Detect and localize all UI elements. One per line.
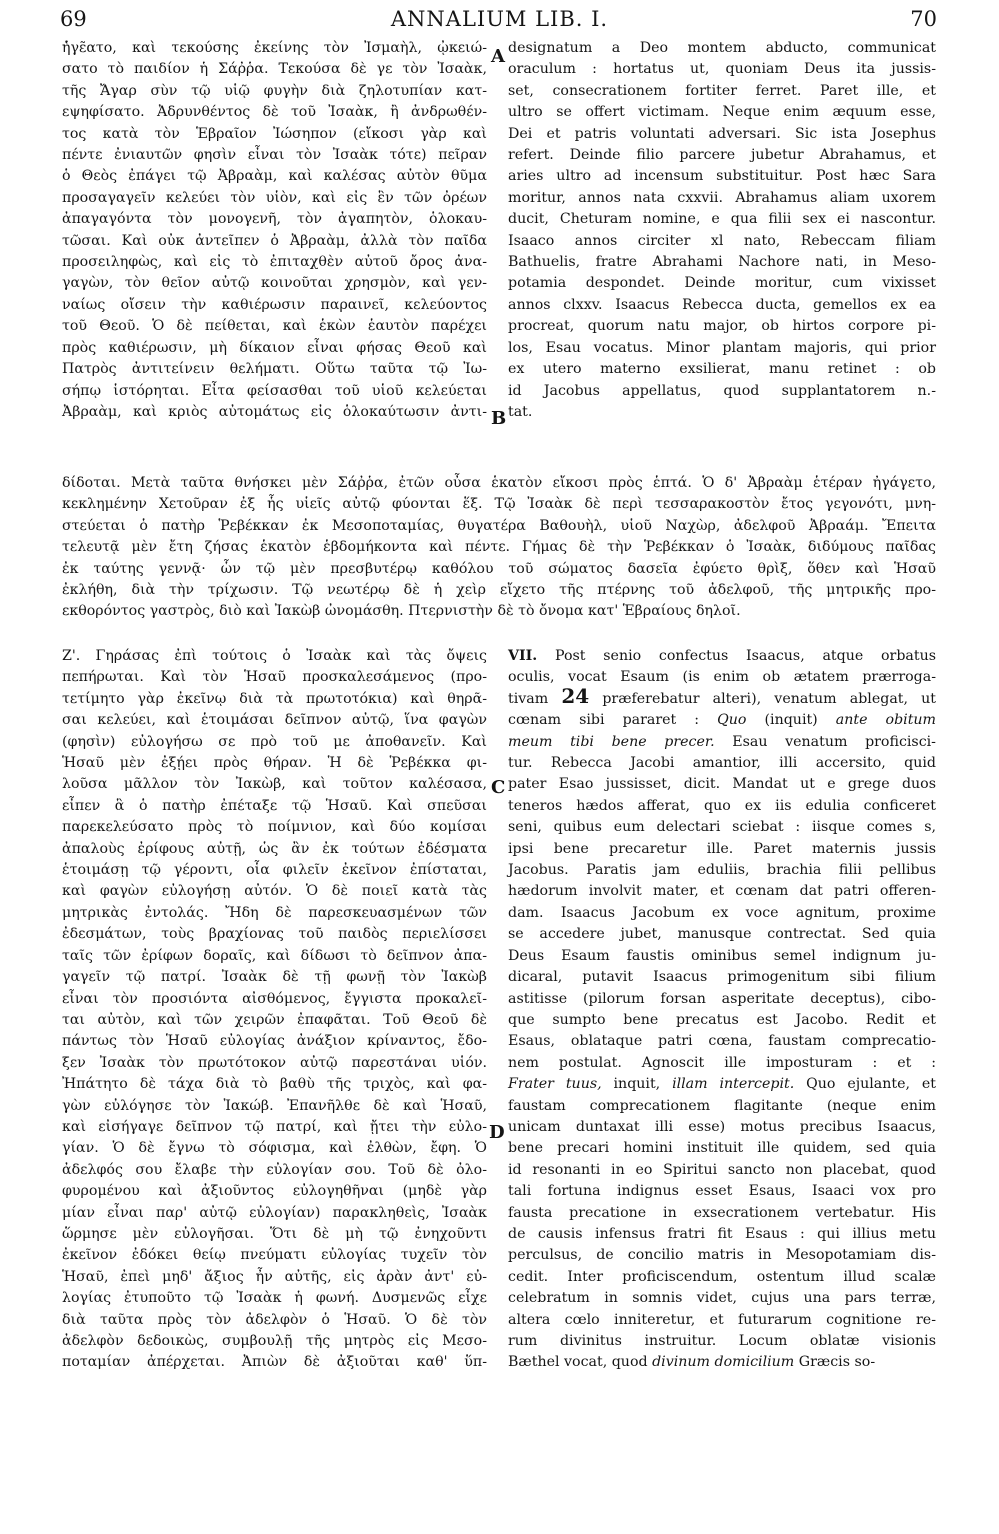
greek-line: Ἡσαῦ, ἐπεὶ μηδ' ἄξιος ἦν αὐτῆς, εἰς ἀρὰν ἀντ' εὐ-	[62, 1268, 487, 1285]
latin-line: Jacobus. Paratis jam eduliis, brachia filii pellibus	[508, 862, 936, 879]
greek-line: πρὸς καθιέρωσιν, μὴ δίκαιον εἶναι φήσας Θεοῦ καὶ	[62, 339, 487, 356]
greek-line: τος κατὰ τὸν Ἑβραῖον Ἰώσηπον (εἴκοσι γὰρ καὶ	[62, 125, 487, 142]
greek-line: Ἠπάτητο δὲ τάχα διὰ τὸ βαθὺ τῆς τριχὸς, καὶ φα-	[62, 1076, 487, 1093]
greek-line: γίαν. Ὁ δὲ ἔγνω τὸ σόφισμα, καὶ ἐλθὼν, ἔφη. Ὁ	[62, 1140, 487, 1157]
greek-line: μητρικὰς ἐντολάς. Ἤδη δὲ παρεσκευασμένων τῶν	[62, 904, 487, 921]
greek-column-top	[62, 38, 487, 423]
latin-line: Esaus, oblataque patri cœna, faustam comprecatio-	[508, 1033, 936, 1050]
latin-line: potamia despondet. Deinde moritur, cum vixisset	[508, 275, 936, 292]
section-number: VII.	[508, 648, 538, 664]
latin-line: procreat, quorum natu major, ob hirtos corpore pi-	[508, 318, 936, 335]
latin-line: teneros hædos afferat, quo ex iis edulia conficeret	[508, 797, 936, 814]
greek-line: ἀπαγαγόντα τὸν μονογενῆ, τὸν ἀγαπητὸν, ὁλοκαυ-	[62, 211, 487, 228]
latin-line: id resonanti in eo Spiritui sancto non placebat, quod	[508, 1161, 936, 1178]
latin-line: faustam comprecationem flagitante (neque enim	[508, 1097, 936, 1114]
latin-line: altera cœlo inniteretur, et futurarum cognitione re-	[508, 1311, 936, 1328]
margin-letter-c: C	[491, 777, 506, 798]
latin-line: celebratum in somnis videt, cujus una pars terræ,	[508, 1290, 936, 1307]
latin-line: seni, quibus eum delectari sciebat : iisque comes s,	[508, 819, 936, 836]
greek-line: εἶπεν ἃ ὁ πατὴρ ἐπέταξε τῷ Ἡσαῦ. Καὶ σπεῦσαι	[62, 797, 487, 814]
greek-line: λογίας ἐτυποῦτο τῷ Ἰσαὰκ ἡ φωνή. Δυσμενῶς εἶχε	[62, 1290, 487, 1307]
greek-line: ἀδελφός σου ἔλαβε τὴν εὐλογίαν σου. Τοῦ δὲ ὀλο-	[62, 1161, 487, 1178]
greek-line: τετίμητο γὰρ ἐκεῖνῳ διὰ τὰ πρωτοτόκια) καὶ θηρᾶ-	[62, 690, 487, 707]
latin-line: perculsus, de concilio matris in Mesopotamiam dis-	[508, 1247, 936, 1264]
greek-line: δίδοται. Μετὰ ταῦτα θνήσκει μὲν Σάῤῥα, ἐτῶν οὖσα ἑκατὸν εἴκοσι πρὸς ἑπτά. Ὁ δ' Ἀβραὰμ ἑτέραν ἠγάγετο,	[62, 475, 936, 491]
greek-line: εψηφίσατο. Ἀδρυνθέντος δὲ τοῦ Ἰσαὰκ, ἢ ἀνδρωθέν-	[62, 104, 487, 121]
latin-column-top	[508, 38, 936, 423]
latin-line: tivam 24 præferebatur alteri), venatum ablegat, ut	[508, 683, 936, 708]
page-number-left: 69	[60, 7, 87, 31]
latin-line: meum tibi bene precer. Esau venatum proficisci-	[508, 733, 936, 750]
greek-line: κεκλημένην Χετοῦραν ἐξ ἧς υἱεῖς αὐτῷ φύονται ἕξ. Τῷ Ἰσαὰκ δὲ περὶ τεσσαρακοστὸν ἔτος γεγονότι, μνη-	[62, 496, 936, 513]
latin-line: tat.	[508, 403, 533, 420]
latin-line: designatum a Deo montem abducto, communicat	[508, 40, 936, 56]
latin-line: moritur, annos nata cxxvii. Abrahamus aliam uxorem	[508, 189, 936, 206]
latin-line: los, Esau vocatus. Minor plantam majoris, qui prior	[508, 339, 936, 356]
greek-line: ἑτοιμάσῃ τῷ γέροντι, οἷα φιλεῖν ἐκεῖνον ἐπίσταται,	[62, 862, 487, 879]
greek-column-bottom	[62, 646, 487, 1374]
greek-line: ἐκλήθη, διὰ τὴν τρίχωσιν. Τῷ νεωτέρῳ δὲ ἡ χεὶρ εἴχετο τῆς πτέρνης τοῦ ἀδελφοῦ, τῆς μητρικῆς προ-	[62, 582, 936, 599]
latin-line: cœnam sibi pararet : Quo (inquit) ante obitum	[508, 712, 936, 729]
marginal-number: 24	[561, 683, 590, 708]
greek-line: πεπήρωται. Καὶ τὸν Ἡσαῦ προσκαλεσάμενος (προ-	[62, 669, 487, 686]
latin-line: set, consecrationem fortiter ferret. Paret ille, et	[508, 82, 936, 99]
margin-letter-b: B	[491, 408, 507, 429]
latin-line: ducit, Cheturam nomine, e qua filii sex ei nascontur.	[508, 211, 936, 228]
greek-line: εἶναι τὸν προσιόντα αἰσθόμενος, ἔγγιστα προκαλεῖ-	[62, 990, 487, 1007]
greek-line: ἀπαλοὺς ἐρίφους αὐτῇ, ὡς ἂν ἐκ τούτων ἐδέσματα	[62, 840, 487, 857]
latin-line: tur. Rebecca Jacobi amantior, illi accersito, quid	[508, 755, 936, 772]
greek-line: Ζ'. Γηράσας ἐπὶ τούτοις ὁ Ἰσαὰκ καὶ τὰς ὄψεις	[62, 648, 487, 664]
greek-line: γὼν εὐλόγησε τὸν Ἰακώβ. Ἐπανῆλθε δὲ καὶ Ἡσαῦ,	[62, 1097, 487, 1114]
latin-line: cedit. Inter proficiscendum, ostentum illud scalæ	[508, 1268, 936, 1285]
running-title: ANNALIUM LIB. I.	[390, 7, 609, 31]
latin-line: annos clxxv. Isaacus Rebecca ducta, gemellos ex ea	[508, 296, 936, 313]
latin-line: ex utero materno exsilierat, manu retinet : ob	[508, 361, 936, 378]
page-number-right: 70	[910, 7, 937, 31]
greek-line: παρεκελεύσατο πρὸς τὸ ποίμνιον, καὶ δύο κομίσαι	[62, 819, 487, 836]
greek-line: ναίως οἴσειν τὴν καθιέρωσιν παραινεῖ, κελεύοντος	[62, 296, 487, 313]
latin-line: Isaaco annos circiter xl nato, Rebeccam filiam	[508, 232, 936, 249]
latin-line: dam. Isaacus Jacobum ex voce agnitum, proxime	[508, 904, 936, 921]
latin-line: oraculum : hortatus ut, quoniam Deus ita jussis-	[508, 61, 936, 78]
greek-line: ταῖς τῶν ἐρίφων δοραῖς, καὶ δίδωσι τὸ δεῖπνον ἀπα-	[62, 947, 487, 964]
greek-line: ποταμίαν ἀπέρχεται. Ἀπιὼν δὲ ἀξιοῦται καθ' ὕπ-	[62, 1354, 487, 1371]
greek-line: Ἡσαῦ μὲν ἐξῄει πρὸς θήραν. Ἡ δὲ Ῥεβέκκα φι-	[62, 755, 487, 772]
greek-line: ὁ Θεὸς ἐπάγει τῷ Ἀβραὰμ, καὶ καλέσας αὐτὸν θῦμα	[62, 168, 487, 185]
latin-line: hædorum involvit mater, et cœnam dat patri offeren-	[508, 883, 936, 900]
greek-line: ἐκεῖνον ἐδόκει θείῳ πνεύματι εὐλογίας τυχεῖν τὸν	[62, 1247, 487, 1264]
latin-line: ultro se offert victimam. Neque enim æquum esse,	[508, 104, 936, 121]
greek-line: γαγεῖν τῷ πατρί. Ἰσαὰκ δὲ τῇ φωνῇ τὸν Ἰακὼβ	[62, 969, 487, 986]
latin-line: pater Esao jussisset, dicit. Mandat ut e grege duos	[508, 776, 936, 793]
greek-line: πάντως τὸν Ἡσαῦ εὐλογίας ἀνάξιον κρίναντος, ἔδο-	[62, 1033, 487, 1050]
greek-full-width-passage	[62, 473, 936, 623]
latin-line: VII. Post senio confectus Isaacus, atque orbatus	[508, 648, 936, 664]
greek-line: προσαγαγεῖν κελεύει τὸν υἱὸν, καὶ εἰς ἓν τῶν ὀρέων	[62, 189, 487, 206]
greek-line: Πατρὸς ἀντιτείνειν θελήματι. Οὕτω ταῦτα τῷ Ἰω-	[62, 361, 487, 378]
greek-line: προσειληφὼς, καὶ εἰς τὸ ἐπιταχθὲν αὐτοῦ ὄρος ἀνα-	[62, 254, 487, 271]
latin-line: oculis, vocat Esaum (is enim ob ætatem prærroga-	[508, 669, 936, 686]
latin-line: de causis infensus fratri fit Esaus : qui illius metu	[508, 1225, 936, 1242]
latin-line: Frater tuus, inquit, illam intercepit. Quo ejulante, et	[508, 1076, 936, 1093]
greek-line: τῆς Ἄγαρ σὺν τῷ υἱῷ φυγὴν διὰ ζηλοτυπίαν κατ-	[62, 82, 487, 99]
greek-line: ξεν Ἰσαὰκ τὸν πρωτότοκον αὐτῷ παρεστάναι υἱόν.	[62, 1054, 487, 1071]
greek-line: φυρομένου καὶ ἀξιοῦντος εὐλογηθῆναι (μηδὲ γὰρ	[62, 1183, 487, 1200]
latin-line: tali fortuna indignus esset Esaus, Isaaci vox pro	[508, 1183, 936, 1200]
greek-line: μίαν εἶναι παρ' αὐτῷ εὐλογίαν) παρακληθεὶς, Ἰσαὰκ	[62, 1204, 487, 1221]
greek-line: γαγὼν, τὸν θεῖον αὐτῷ κοινοῦται χρησμὸν, καὶ γεν-	[62, 275, 487, 292]
greek-line: στεύεται ὁ πατὴρ Ῥεβέκκαν ἐκ Μεσοποταμίας, θυγατέρα Βαθουὴλ, υἱοῦ Ναχὼρ, ἀδελφοῦ Ἀβραάμ. Ἔπειτα	[62, 517, 936, 534]
greek-line: ἡ̔γε̃ατο, καὶ τεκούσης ἐκείνης τὸν Ἰσμαὴλ, ᾠκειώ-	[62, 40, 487, 56]
greek-line: ται αὐτὸν, καὶ τῶν χειρῶν ἐπαφᾶται. Τοῦ Θεοῦ δὲ	[62, 1011, 487, 1028]
latin-line: Bathuelis, fratre Abrahami Nachore nati, in Meso-	[508, 254, 936, 271]
greek-line: τελευτᾷ μὲν ἔτη ζήσας ἑκατὸν ἑβδομήκοντα καὶ πέντε. Γήμας δὲ τὴν Ῥεβέκκαν ὁ Ἰσαὰκ, διδύμους παῖδας	[62, 539, 936, 556]
latin-column-bottom	[508, 646, 936, 1374]
latin-line: aries ultro ad incensum substituitur. Post hæc Sara	[508, 168, 936, 185]
greek-line: ἀδελφὸν δεδοικὼς, συμβουλῇ τῆς μητρὸς εἰς Μεσο-	[62, 1333, 487, 1349]
latin-line: que sumpto bene precatus est Jacobo. Redit et	[508, 1011, 936, 1028]
greek-line: σαι κελεύει, καὶ ἑτοιμάσαι δεῖπνον αὐτῷ, ἵνα φαγὼν	[62, 712, 487, 729]
greek-line: σατο τὸ παιδίον ἡ Σάῤῥα. Τεκούσα δὲ γε τὸν Ἰσαὰκ,	[62, 61, 487, 78]
greek-line: διὰ ταῦτα πρὸς τὸν ἀδελφὸν ὁ Ἡσαῦ. Ὁ δὲ τὸν	[62, 1311, 487, 1328]
latin-line: bene precari homini instituit ille quidem, sed quia	[508, 1140, 936, 1157]
greek-line: πέντε ἐνιαυτῶν φησὶν εἶναι τὸν Ἰσαὰκ τότε) πεῖραν	[62, 147, 487, 164]
latin-line: Dei et patris voluntati adversari. Sic ista Josephus	[508, 125, 936, 142]
latin-line: refert. Deinde filio parcere jubetur Abrahamus, et	[508, 147, 936, 164]
latin-lines-group	[508, 1096, 936, 1353]
margin-letter-a: A	[491, 46, 505, 67]
greek-line: σήπῳ ἱστόρηται. Εἶτα φείσασθαι τοῦ υἱοῦ κελεύεται	[62, 382, 487, 399]
greek-line: (φησὶν) εὐλογήσω σε πρὸ τοῦ με ἀποθανεῖν. Καὶ	[62, 733, 487, 750]
latin-line: Bæthel vocat, quod divinum domicilium Græcis so-	[508, 1354, 876, 1371]
latin-line: ipsi bene precaretur ille. Paret maternis jussis	[508, 840, 936, 857]
latin-line: dicaral, putavit Isaacus primogenitum sibi filium	[508, 969, 936, 986]
latin-line: astitisse (pilorum forsan asperitate deceptus), cibo-	[508, 990, 936, 1007]
greek-line: ὥρμησε μὲν εὐλογῆσαι. Ὅτι δὲ μὴ τῷ ἐνηχοῦντι	[62, 1225, 487, 1242]
latin-lines-group	[508, 753, 936, 1074]
greek-line: ἐκ ταύτης γεννᾷ· ὧν τῷ μὲν πρεσβυτέρῳ καθόλου τοῦ σώματος δασεῖα ἐφύετο θρὶξ, ὅθεν καὶ Ἡσαῦ	[62, 560, 936, 577]
greek-line: εκθορόντος γαστρὸς, διὸ καὶ Ἰακὼβ ὠνομάσθη. Πτερνιστὴν δὲ τὸ ὄνομα κατ' Ἑβραίους δηλοῖ.	[62, 603, 741, 620]
greek-line: καὶ φαγὼν εὐλογήσῃ αὐτόν. Ὁ δὲ ποιεῖ κατὰ τὰς	[62, 883, 487, 900]
greek-line: τῶσαι. Καὶ οὐκ ἀντεῖπεν ὁ Ἀβραὰμ, ἀλλὰ τὸν παῖδα	[62, 232, 487, 249]
latin-line: rum divinitus instruitur. Locum oblatæ visionis	[508, 1333, 936, 1349]
margin-letter-d: D	[489, 1122, 505, 1143]
greek-line: ἐδεσμάτων, τοὺς βραχίονας τοῦ παιδὸς περιελίσσει	[62, 926, 487, 943]
latin-line: Deus Esaum faustis ominibus semel indignum ju-	[508, 947, 936, 964]
latin-line: unicam duntaxat illi esse) motus precibus Isaacus,	[508, 1118, 936, 1135]
latin-line: se accedere jubet, manusque contrectat. Sed quia	[508, 926, 936, 943]
latin-line: id Jacobus appellatus, quod supplantatorem n.-	[508, 382, 936, 399]
greek-line: Ἀβραὰμ, καὶ κριὸς αὐτομάτως εἰς ὁλοκαύτωσιν ἀντι-	[62, 403, 487, 420]
greek-line: λοῦσα μᾶλλον τὸν Ἰακὼβ, καὶ τοῦτον καλέσασα,	[62, 776, 487, 793]
latin-line: nem postulat. Agnoscit ille imposturam : et :	[508, 1054, 936, 1071]
greek-line: τοῦ Θεοῦ. Ὁ δὲ πείθεται, καὶ ἑκὼν ἑαυτὸν παρέχει	[62, 318, 487, 335]
latin-line: fausta precatione in exsecrationem vertebatur. His	[508, 1204, 936, 1221]
greek-line: καὶ εἰσήγαγε δεῖπνον τῷ πατρί, καὶ ᾔτει τὴν εὐλο-	[62, 1118, 487, 1135]
